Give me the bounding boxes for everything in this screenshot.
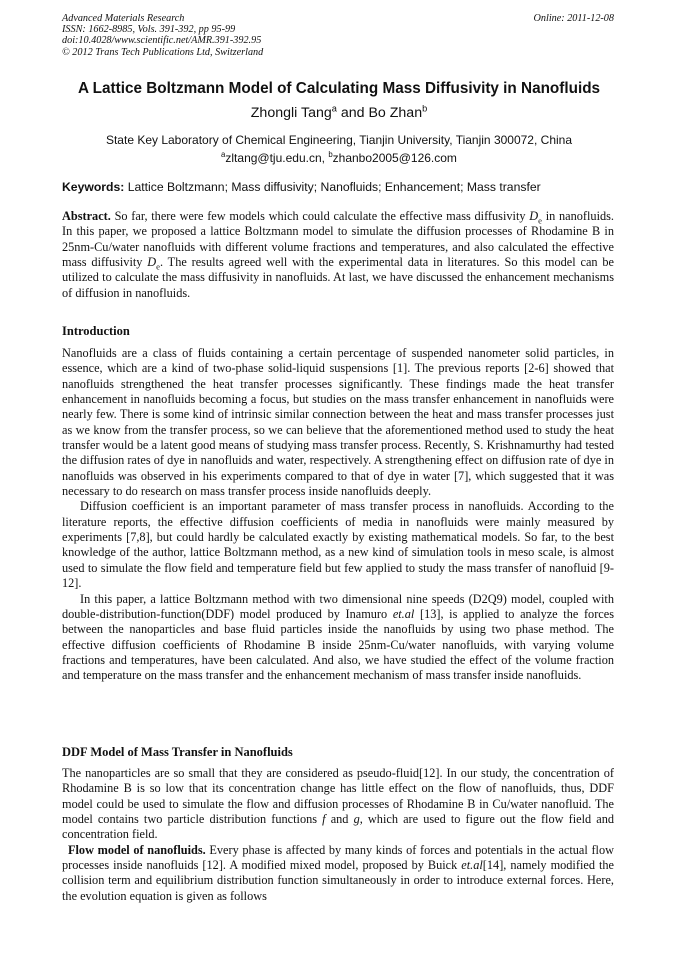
author-2-sup: b bbox=[422, 103, 428, 114]
abstract-label: Abstract. bbox=[62, 209, 111, 223]
email-2-sup: b bbox=[328, 150, 333, 159]
ddf-p2-text-2: [14], namely modified the collision term and equilibrium distribution function simultaneously in order to introduce external forces. Here, the evolution equation is given as follows bbox=[62, 858, 614, 903]
ddf-body bbox=[62, 766, 614, 904]
intro-p3-text-2: [13], is applied to analyze the forces between the nanoparticles and base fluid particles inside the nanofluids by using two phase method. The effective diffusion coefficients of Rhodamine B inside 25nm-Cu/water nanofluids, with varying volume fractions and temperatures, have been calculated. And also, we have studied the effect of the volume fraction and temperature on the mass transfer and the enhancement mechanism of mass transfer inside nanofluids. bbox=[62, 606, 614, 683]
abstract bbox=[62, 209, 614, 301]
intro-paragraph-2: Diffusion coefficient is an important parameter of mass transfer process in nanofluids. According to the literature reports, the effective diffusion coefficients of media in nanofluids were mainly measured by experiments [7,8], but could hardly be calculated exactly by existing mathematical models. So far, to the best knowledge of the author, lattice Boltzmann method, as a new kind of simulation tools in meso scale, is almost used to simulate the flow field and temperature field but few applied to study the mass transfer of nanofluid [9-12]. bbox=[62, 499, 614, 591]
intro-p3-text-1: In this paper, a lattice Boltzmann method with two dimensional nine speeds (D2Q9) model, coupled with double-distribution-function(DDF) model produced by Inamuro bbox=[62, 591, 614, 621]
author-1: Zhongli Tang bbox=[250, 105, 332, 121]
keywords-text: Lattice Boltzmann; Mass diffusivity; Nanofluids; Enhancement; Mass transfer bbox=[124, 180, 541, 194]
intro-p3-etal: et.al bbox=[392, 606, 415, 621]
author-1-sup: a bbox=[331, 103, 337, 114]
keywords bbox=[62, 180, 541, 194]
flow-model-label: Flow model of nanofluids. bbox=[68, 842, 206, 857]
ddf-p2-text-1: Every phase is affected by many kinds of forces and potentials in the actual flow processes inside nanofluids [12]. A modified mixed model, proposed by Buick bbox=[62, 842, 614, 873]
emails bbox=[0, 151, 678, 165]
ddf-p1-text-2: , which are used to figure out the flow field and concentration field. bbox=[62, 812, 615, 842]
authors bbox=[0, 105, 678, 121]
ddf-p1-and: and bbox=[325, 812, 354, 827]
email-1: zltang@tju.edu.cn, bbox=[225, 151, 329, 165]
abstract-text-2: in nanofluids. In this paper, we proposed a lattice Boltzmann model to simulate the diffusion processes of Rhodamine B in 25nm-Cu/water nanofluids with different volume fractions and temperatures, and also calculated the effective mass diffusivity bbox=[62, 209, 614, 270]
diffusivity-symbol: D bbox=[529, 209, 539, 223]
intro-paragraph-3 bbox=[62, 592, 614, 684]
issn-line: ISSN: 1662-8985, Vols. 391-392, pp 95-99 bbox=[62, 24, 236, 36]
introduction-body bbox=[62, 346, 614, 684]
email-2: zhanbo2005@126.com bbox=[332, 151, 457, 165]
author-2: Bo Zhan bbox=[368, 105, 423, 121]
paper-title: A Lattice Boltzmann Model of Calculating Mass Diffusivity in Nanofluids bbox=[77, 80, 601, 97]
online-date: Online: 2011-12-08 bbox=[533, 13, 614, 24]
ddf-paragraph-2 bbox=[62, 843, 614, 904]
abstract-text-3: . The results agreed well with the experimental data in literatures. So this model can be utilized to calculate the mass diffusivity in nanofluids. At last, we have discussed the enhancement mechanisms of diffusion in nanofluids. bbox=[62, 255, 614, 300]
diffusivity-subscript: e bbox=[538, 215, 542, 226]
ddf-p1-f: f bbox=[322, 812, 326, 827]
diffusivity-symbol-2: D bbox=[147, 255, 157, 270]
ddf-p1-g: g bbox=[353, 812, 360, 827]
ddf-p1-text-1: The nanoparticles are so small that they are considered as pseudo-fluid[12]. In our study, the concentration of Rhodamine B is so low that its concentration change has little effect on the flow of nanofluids, thus, DDF model could be used to simulate the flow and diffusion processes of Rhodamine B in Cu/water nanofluid. The model contains two particle distribution functions bbox=[62, 766, 614, 827]
ddf-heading: DDF Model of Mass Transfer in Nanofluids bbox=[62, 745, 293, 759]
introduction-heading: Introduction bbox=[62, 324, 130, 338]
affiliation: State Key Laboratory of Chemical Engineering, Tianjin University, Tianjin 300072, China bbox=[105, 133, 573, 147]
journal-name: Advanced Materials Research bbox=[62, 13, 185, 24]
email-1-sup: a bbox=[221, 150, 226, 159]
intro-paragraph-1: Nanofluids are a class of fluids containing a certain percentage of suspended nanometer solid particles, in essence, which are a kind of two-phase solid-liquid suspensions [1]. The previous reports [2-6] showed that nanofluids strengthened the heat transfer processes significantly. These findings made the heat transfer enhancement in nanofluids becoming a focus, but studies on the mass transfer enhancement in nanofluids were nearly few. There is some kind of intrinsic similar connection between the heat and mass transfer processes just as we know from the transfer process, so we can believe that the aforementioned method used to study the heat transfer would be a latent good means of studying mass transfer process. Recently, S. Krishnamurthy had tested the diffusion rates of dye in nanofluids and water, respectively. A strengthening effect on diffusion rate of dye in nanofluids was observed in his experiments compared to that of dye in water [7], which suggested that it was necessary to do research on mass transfer process inside nanofluids deeply. bbox=[62, 346, 614, 499]
authors-and: and bbox=[336, 105, 369, 121]
abstract-text-1: So far, there were few models which could calculate the effective mass diffusivity bbox=[110, 209, 530, 223]
doi-line: doi:10.4028/www.scientific.net/AMR.391-392.95 bbox=[62, 35, 262, 47]
copyright-line: © 2012 Trans Tech Publications Ltd, Switzerland bbox=[62, 46, 264, 58]
ddf-paragraph-1 bbox=[62, 766, 614, 843]
journal-header bbox=[62, 13, 263, 58]
keywords-label: Keywords: bbox=[62, 180, 125, 194]
ddf-p2-etal: et.al bbox=[461, 858, 483, 873]
diffusivity-subscript-2: e bbox=[156, 261, 160, 272]
